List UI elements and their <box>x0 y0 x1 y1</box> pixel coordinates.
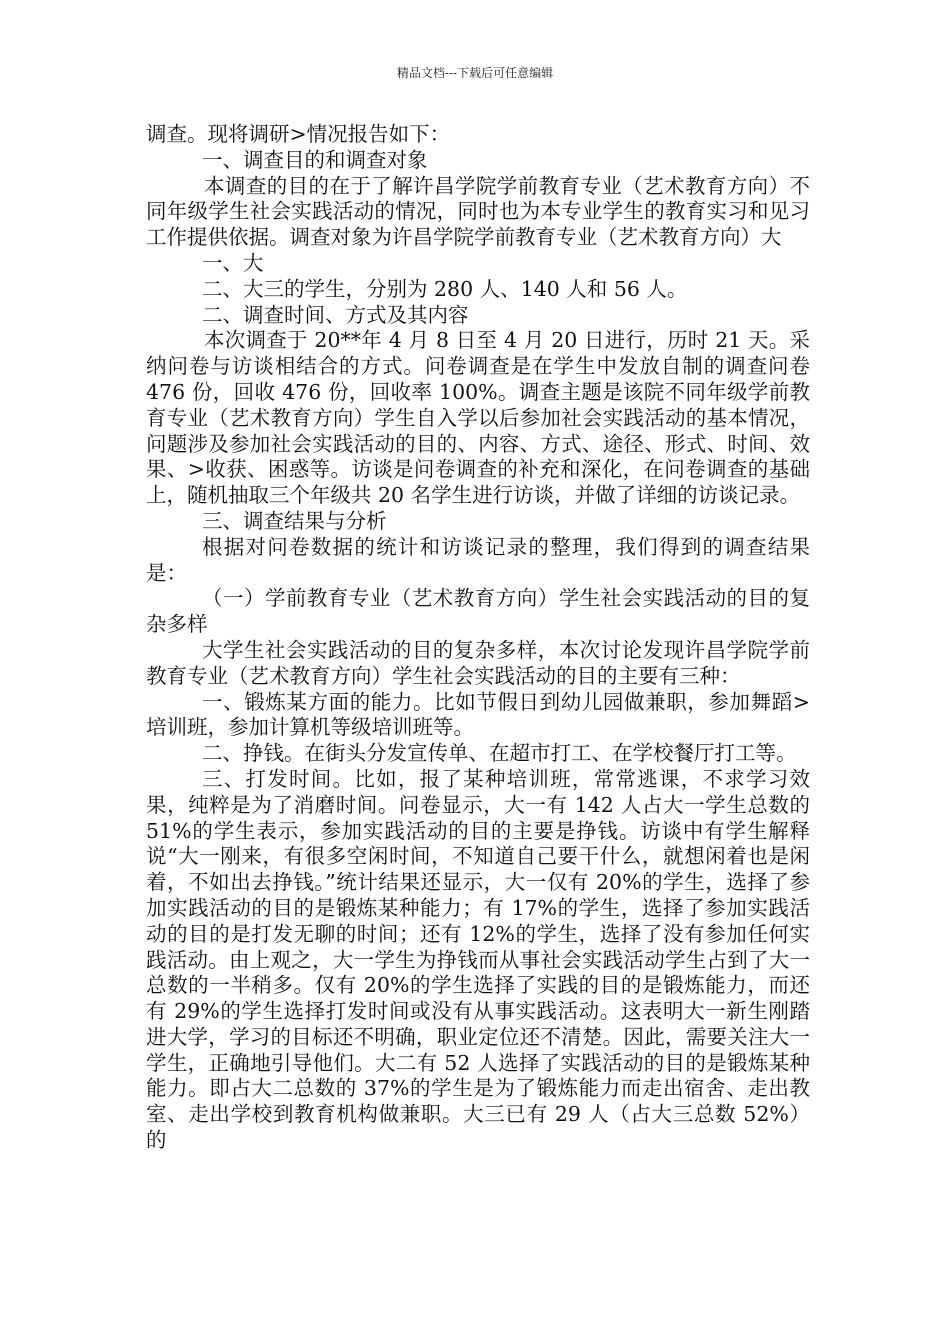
paragraph: 三、打发时间。比如，报了某种培训班，常常逃课，不求学习效果，纯粹是为了消磨时间。问卷显示，大一有 142 人占大一学生总数的 51%的学生表示，参加实践活动的目的主要是挣钱。访谈中有学生解释说“大一刚来，有很多空闲时间，不知道自己要干什么，就想闲着也是闲着，不如出去挣钱。”统计结果还显示，大一仅有 20%的学生，选择了参加实践活动的目的是锻炼某种能力；有 17%的学生，选择了参加实践活动的目的是打发无聊的时间；还有 12%的学生，选择了没有参加任何实践活动。由上观之，大一学生为挣钱而从事社会实践活动学生占到了大一总数的一半稍多。仅有 20%的学生选择了实践的目的是锻炼能力，而还有 29%的学生选择打发时间或没有从事实践活动。这表明大一新生刚踏进大学，学习的目标还不明确，职业定位还不清楚。因此，需要关注大一学生，正确地引导他们。大二有 52 人选择了实践活动的目的是锻炼某种能力。即占大二总数的 37%的学生是为了锻炼能力而走出宿舍、走出教室、走出学校到教育机构做兼职。大三已有 29 人（占大三总数 52%）的 <box>146 766 810 1153</box>
paragraph: 根据对问卷数据的统计和访谈记录的整理，我们得到的调查结果是： <box>146 534 810 585</box>
paragraph: 本调查的目的在于了解许昌学院学前教育专业（艺术教育方向）不同年级学生社会实践活动的情况，同时也为本专业学生的教育实习和见习工作提供依据。调查对象为许昌学院学前教育专业（艺术教育方向）大 <box>146 173 810 250</box>
page-header: 精品文档---下载后可任意编辑 <box>396 66 554 80</box>
paragraph: （一）学前教育专业（艺术教育方向）学生社会实践活动的目的复杂多样 <box>146 586 810 637</box>
document-body <box>146 122 810 1154</box>
paragraph: 调查。现将调研>情况报告如下： <box>146 122 451 146</box>
paragraph: 大学生社会实践活动的目的复杂多样，本次讨论发现许昌学院学前教育专业（艺术教育方向）学生社会实践活动的目的主要有三种： <box>146 637 810 688</box>
paragraph: 本次调查于 20**年 4 月 8 日至 4 月 20 日进行，历时 21 天。采纳问卷与访谈相结合的方式。问卷调查是在学生中发放自制的调查问卷 476 份，回收 476 份，回收率 100%。调查主题是该院不同年级学前教育专业（艺术教育方向）学生自入学以后参加社会实践活动的基本情况，问题涉及参加社会实践活动的目的、内容、方式、途径、形式、时间、效果、>收获、困惑等。访谈是问卷调查的补充和深化，在问卷调查的基础上，随机抽取三个年级共 20 名学生进行访谈，并做了详细的访谈记录。 <box>146 328 810 508</box>
paragraph: 一、大 <box>202 250 264 275</box>
paragraph: 二、调查时间、方式及其内容 <box>202 302 469 327</box>
paragraph: 三、调查结果与分析 <box>202 508 387 533</box>
paragraph: 一、调查目的和调查对象 <box>202 147 428 172</box>
paragraph: 一、锻炼某方面的能力。比如节假日到幼儿园做兼职，参加舞蹈>培训班，参加计算机等级培训班等。 <box>146 689 810 740</box>
paragraph: 二、大三的学生，分别为 280 人、140 人和 56 人。 <box>202 276 688 301</box>
paragraph: 二、挣钱。在街头分发宣传单、在超市打工、在学校餐厅打工等。 <box>202 741 797 766</box>
